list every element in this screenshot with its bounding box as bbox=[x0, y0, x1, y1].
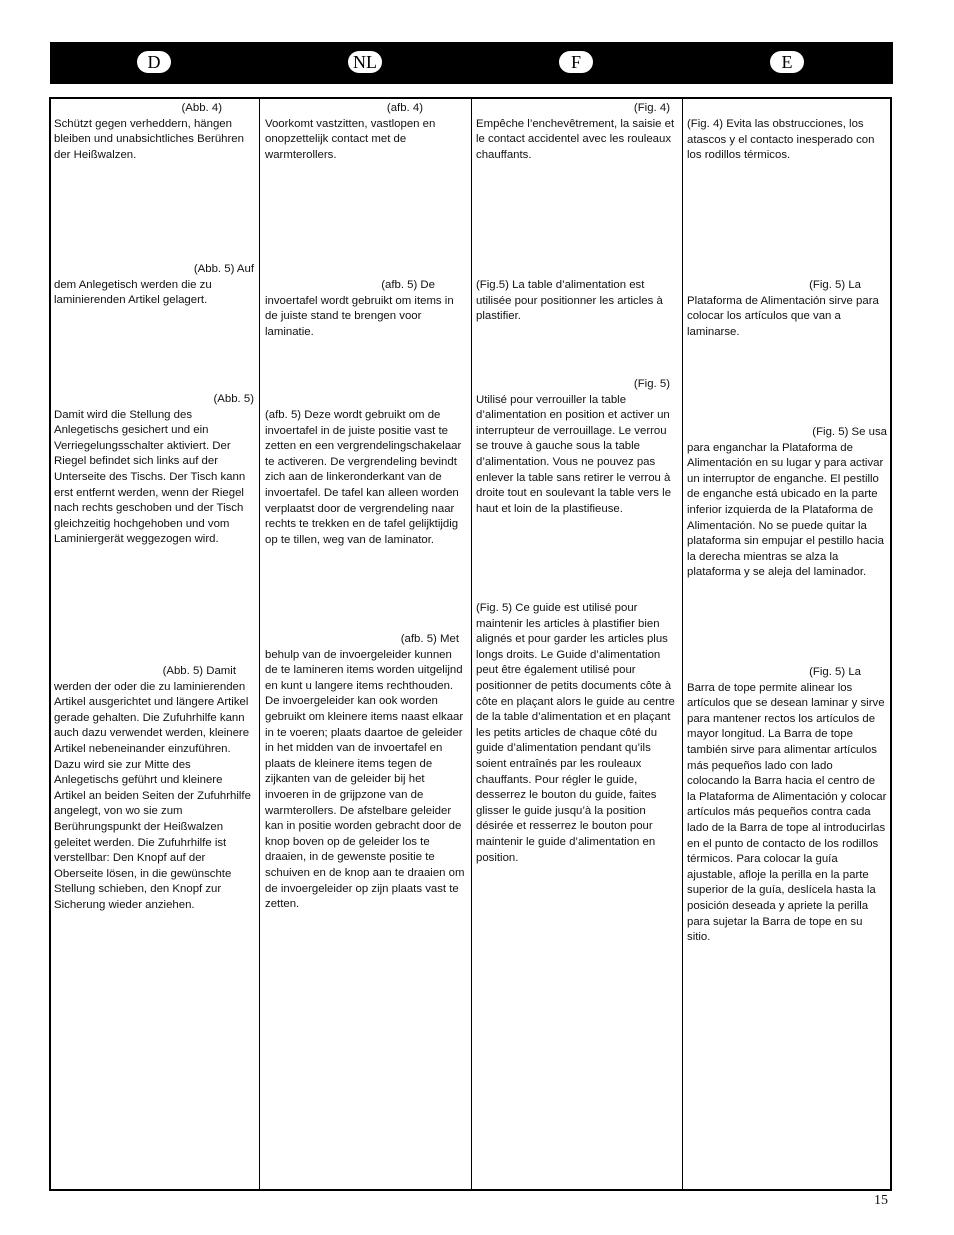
es-block-3: (Fig. 5) Se usa para enganchar la Plataforma de Alimentación en su lugar y para activar un interruptor de enganche. El pestillo de enganche está ubicado en la parte inferior izquierda de la Plataforma de Alimentación. No se puede quitar la plataforma sin empujar el pestillo hacia la derecha mientras se alza la plataforma y se aleja del laminador. bbox=[687, 426, 887, 579]
de-block-2: (Abb. 5) Auf dem Anlegetisch werden die zu laminierenden Artikel gelagert. bbox=[54, 263, 254, 307]
nl-block-3: (afb. 5) Deze wordt gebruikt om de invoertafel in de juiste positie vast te zetten en een vergrendelingschakelaar te activeren. De vergrendeling bevindt zich aan de linkeronderkant van de invoertafel. De tafel kan alleen worden verplaatst door de vergrendeling naar rechts te trekken en de tafel gelijktijdig op te tillen, weg van de laminator. bbox=[265, 409, 462, 546]
fr-block-4: (Fig. 5) Ce guide est utilisé pour maintenir les articles à plastifier bien alignés et pour garder les articles plus longs droits. Le Guide d’alimentation peut être également utilisé pour positionner de petits documents côte à côte en plaçant alors le guide au centre de la table d’alimentation et en plaçant les petits articles de chaque côté du guide d’alimentation pendant qu’ils soient entraînés par les rouleaux chauffants. Pour régler le guide, desserrez le bouton du guide, faites glisser le guide jusqu’à la position désirée et resserrez le bouton pour maintenir le guide d’alimentation en position. bbox=[476, 602, 675, 864]
de-block-4: (Abb. 5) Damit werden der oder die zu laminierenden Artikel ausgerichtet und längere Artikel gerade gehalten. Die Zufuhrhilfe kann auch dazu verwendet werden, kleinere Artikel nebeneinander einzuführen. Dazu wird sie zur Mitte des Anlegetischs geführt und kleinere Artikel an beiden Seiten der Zufuhrhilfe angelegt, von wo sie zum Berührungspunkt der Heißwalzen geleitet werden. Die Zufuhrhilfe ist verstellbar: Den Knopf auf der Oberseite lösen, in die gewünschte Stellung schieben, den Knopf zur Sicherung wieder anziehen. bbox=[54, 665, 251, 911]
de-block-1: (Abb. 4) Schützt gegen verheddern, hängen bleiben und unabsichtliches Berühren der Heißwalzen. bbox=[54, 102, 244, 161]
language-label-de: D bbox=[137, 51, 171, 73]
column-divider bbox=[682, 99, 683, 1189]
nl-block-4: (afb. 5) Met behulp van de invoergeleider kunnen de te lamineren items worden uitgelijnd en kunt u langere items rechthouden. De invoergeleider kan ook worden gebruikt om kleinere items naast elkaar in te voeren; plaats daartoe de geleider in het midden van de invoertafel en plaats de kleinere items tegen de zijkanten van de geleider bij het invoeren in de grijpzone van de warmterollers. De afstelbare geleider kan in positie worden gebracht door de knop boven op de geleider los te draaien, in de gewenste positie te schuiven en de knop aan te draaien om de invoergeleider op zijn plaats vast te zetten. bbox=[265, 633, 465, 911]
nl-block-1: (afb. 4) Voorkomt vastzitten, vastlopen en onopzettelijk contact met de warmterollers. bbox=[265, 102, 436, 161]
es-block-4: (Fig. 5) La Barra de tope permite alinear los artículos que se desean laminar y sirve para mantener rectos los artículos de mayor longitud. La Barra de tope también sirve para alimentar artículos más pequeños lado con lado colocando la Barra hacia el centro de la Plataforma de Alimentación y colocar artículos más pequeños contra cada lado de la Barra de tope al introducirlas en el punto de contacto de los rodillos térmicos. Para colocar la guía ajustable, afloje la perilla en la parte superior de la guía, deslícela hasta la posición deseada y apriete la perilla para sujetar la Barra de tope en su sitio. bbox=[687, 666, 887, 944]
de-block-3: (Abb. 5) Damit wird die Stellung des Anlegetischs gesichert und ein Verriegelungsschalter aktiviert. Der Riegel befindet sich links auf der Unterseite des Tischs. Der Tisch kann erst entfernt werden, wenn der Riegel nach rechts geschoben und der Tisch gleichzeitig hochgehoben und vom Laminiergerät weggezogen wird. bbox=[54, 393, 254, 546]
column-divider bbox=[259, 99, 260, 1189]
fr-block-3: (Fig. 5) Utilisé pour verrouiller la table d’alimentation en position et activer un interrupteur de verrouillage. Le verrou se trouve à gauche sous la table d’alimentation. Vous ne pouvez pas enlever la table sans retirer le verrou à droite tout en soulevant la table vers le haut et loin de la plastifieuse. bbox=[476, 378, 672, 515]
language-label-nl: NL bbox=[348, 51, 382, 73]
language-header-bar bbox=[50, 42, 893, 84]
nl-block-2: (afb. 5) De invoertafel wordt gebruikt om items in de juiste stand te brengen voor laminatie. bbox=[265, 279, 454, 338]
fr-block-2: (Fig.5) La table d’alimentation est utilisée pour positionner les articles à plastifier. bbox=[476, 279, 663, 323]
column-divider bbox=[471, 99, 472, 1189]
language-label-fr: F bbox=[559, 51, 593, 73]
es-block-2: (Fig. 5) La Plataforma de Alimentación sirve para colocar los artículos que van a laminarse. bbox=[687, 279, 879, 338]
page-number: 15 bbox=[874, 1193, 888, 1208]
fr-block-1: (Fig. 4) Empêche l’enchevêtrement, la saisie et le contact accidentel avec les rouleaux chauffants. bbox=[476, 102, 675, 161]
language-label-es: E bbox=[770, 51, 804, 73]
es-block-1: (Fig. 4) Evita las obstrucciones, los atascos y el contacto inesperado con los rodillos térmicos. bbox=[687, 118, 875, 162]
four-column-text-table bbox=[49, 97, 892, 1191]
